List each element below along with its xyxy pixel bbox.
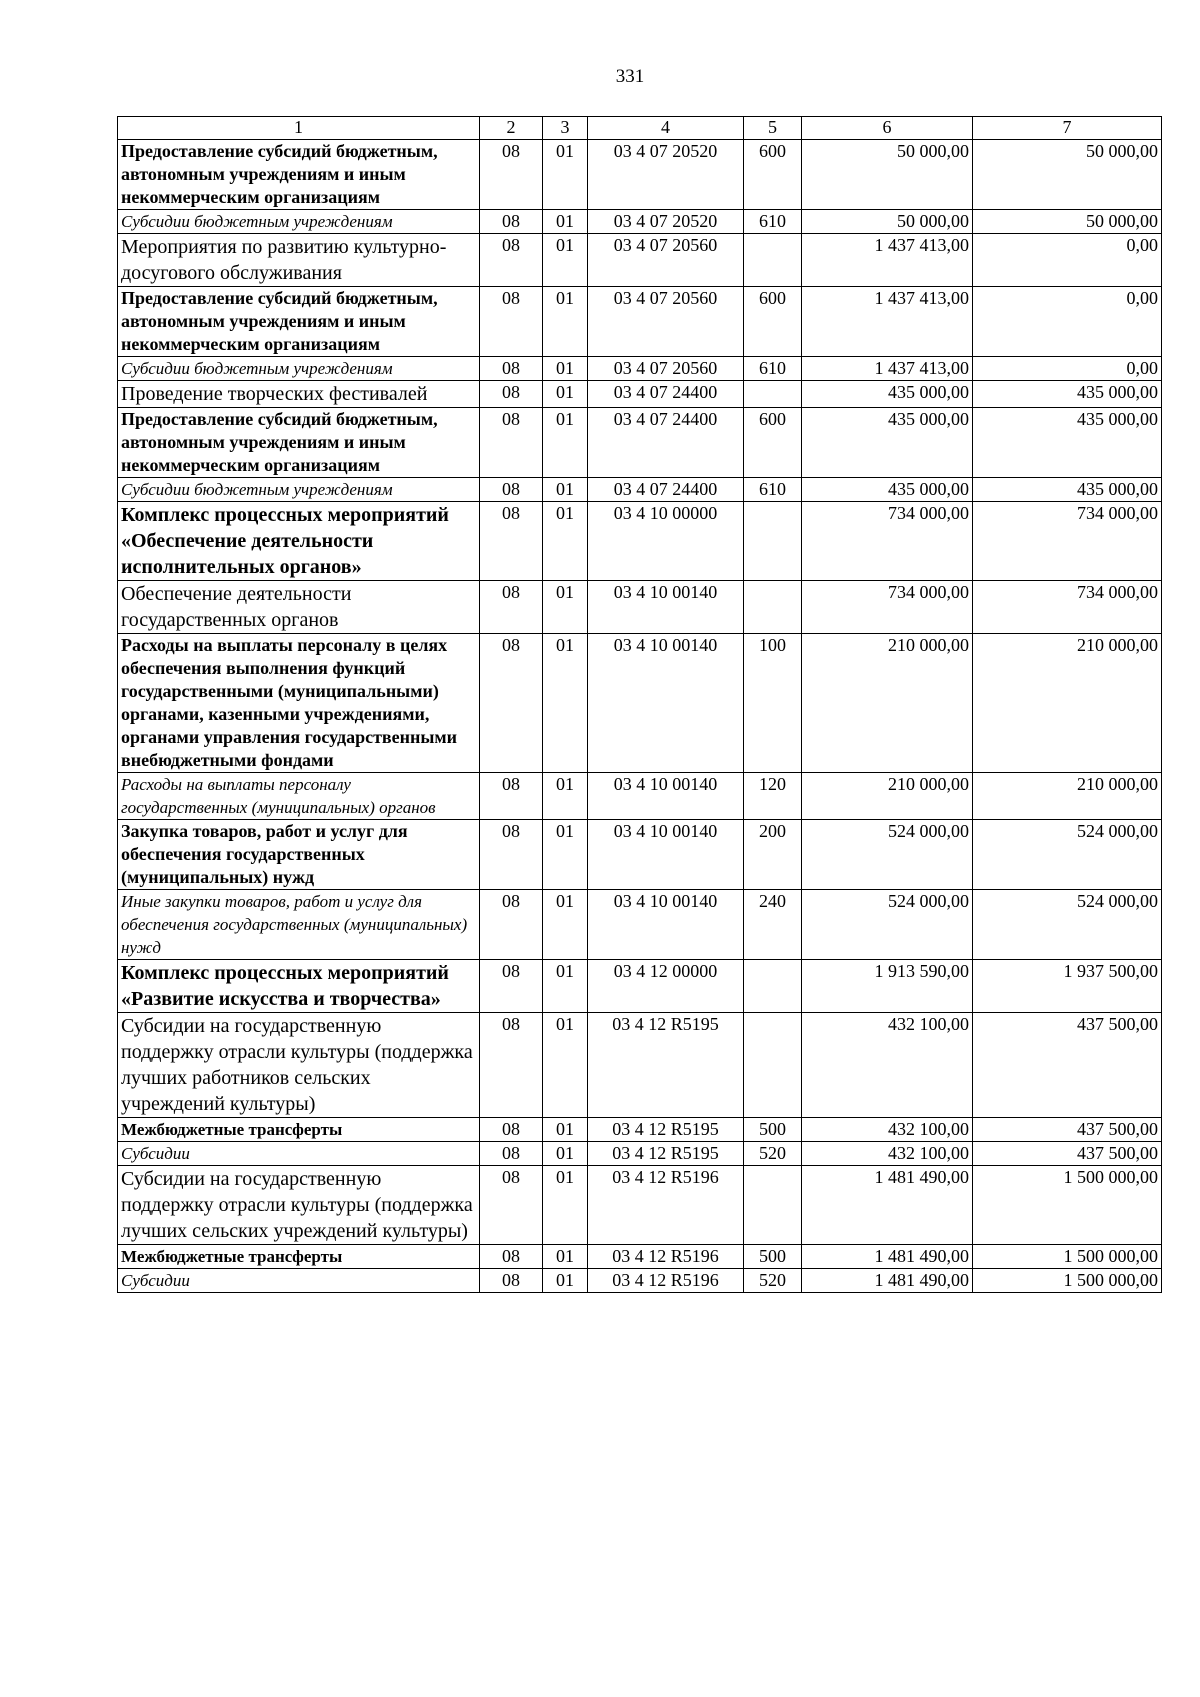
row-name: Предоставление субсидий бюджетным, автономным учреждениям и иным некоммерческим организациям <box>118 287 480 357</box>
row-subsection: 01 <box>543 890 588 960</box>
row-name: Субсидии бюджетным учреждениям <box>118 478 480 502</box>
row-target-code: 03 4 12 R5195 <box>588 1142 744 1166</box>
row-amount-year2: 524 000,00 <box>973 890 1162 960</box>
row-amount-year2: 437 500,00 <box>973 1013 1162 1118</box>
row-name: Субсидии на государственную поддержку отрасли культуры (поддержка лучших работников сельских учреждений культуры) <box>118 1013 480 1118</box>
row-section: 08 <box>480 1118 543 1142</box>
row-amount-year2: 734 000,00 <box>973 502 1162 581</box>
row-section: 08 <box>480 210 543 234</box>
row-expense-type <box>744 502 802 581</box>
row-name: Мероприятия по развитию культурно-досугового обслуживания <box>118 234 480 287</box>
row-expense-type <box>744 1166 802 1245</box>
table-body <box>118 140 1162 1293</box>
row-target-code: 03 4 10 00140 <box>588 890 744 960</box>
budget-table <box>117 116 1162 1293</box>
row-expense-type: 500 <box>744 1118 802 1142</box>
row-expense-type: 610 <box>744 357 802 381</box>
row-target-code: 03 4 10 00140 <box>588 634 744 773</box>
row-subsection: 01 <box>543 502 588 581</box>
row-section: 08 <box>480 773 543 820</box>
row-section: 08 <box>480 357 543 381</box>
row-subsection: 01 <box>543 357 588 381</box>
row-name: Субсидии <box>118 1142 480 1166</box>
row-subsection: 01 <box>543 234 588 287</box>
row-expense-type: 600 <box>744 140 802 210</box>
row-amount-year1: 1 437 413,00 <box>802 357 973 381</box>
table-row <box>118 357 1162 381</box>
row-subsection: 01 <box>543 140 588 210</box>
row-amount-year2: 0,00 <box>973 357 1162 381</box>
row-subsection: 01 <box>543 1118 588 1142</box>
row-amount-year2: 1 500 000,00 <box>973 1269 1162 1293</box>
row-subsection: 01 <box>543 634 588 773</box>
header-col-3: 3 <box>543 117 588 140</box>
row-name: Межбюджетные трансферты <box>118 1118 480 1142</box>
table-row <box>118 773 1162 820</box>
row-amount-year2: 210 000,00 <box>973 634 1162 773</box>
row-amount-year2: 435 000,00 <box>973 381 1162 408</box>
row-expense-type: 600 <box>744 287 802 357</box>
row-target-code: 03 4 12 R5196 <box>588 1245 744 1269</box>
row-amount-year1: 435 000,00 <box>802 381 973 408</box>
row-amount-year2: 435 000,00 <box>973 478 1162 502</box>
row-subsection: 01 <box>543 408 588 478</box>
table-row <box>118 820 1162 890</box>
page-number: 331 <box>615 66 645 87</box>
table-row <box>118 287 1162 357</box>
table-row <box>118 234 1162 287</box>
row-name: Предоставление субсидий бюджетным, автономным учреждениям и иным некоммерческим организациям <box>118 140 480 210</box>
row-name: Расходы на выплаты персоналу государственных (муниципальных) органов <box>118 773 480 820</box>
row-amount-year1: 524 000,00 <box>802 820 973 890</box>
row-expense-type: 610 <box>744 210 802 234</box>
row-amount-year1: 432 100,00 <box>802 1142 973 1166</box>
row-section: 08 <box>480 287 543 357</box>
row-amount-year1: 210 000,00 <box>802 773 973 820</box>
row-amount-year2: 734 000,00 <box>973 581 1162 634</box>
row-amount-year1: 1 481 490,00 <box>802 1269 973 1293</box>
row-name: Проведение творческих фестивалей <box>118 381 480 408</box>
header-col-4: 4 <box>588 117 744 140</box>
row-amount-year2: 1 500 000,00 <box>973 1166 1162 1245</box>
row-amount-year2: 50 000,00 <box>973 210 1162 234</box>
row-section: 08 <box>480 960 543 1013</box>
row-amount-year2: 435 000,00 <box>973 408 1162 478</box>
row-amount-year1: 1 913 590,00 <box>802 960 973 1013</box>
row-expense-type <box>744 1013 802 1118</box>
row-amount-year1: 50 000,00 <box>802 140 973 210</box>
row-section: 08 <box>480 381 543 408</box>
row-name: Закупка товаров, работ и услуг для обеспечения государственных (муниципальных) нужд <box>118 820 480 890</box>
header-col-7: 7 <box>973 117 1162 140</box>
row-amount-year1: 1 437 413,00 <box>802 287 973 357</box>
row-amount-year2: 437 500,00 <box>973 1142 1162 1166</box>
table-row <box>118 1245 1162 1269</box>
row-amount-year2: 1 937 500,00 <box>973 960 1162 1013</box>
row-expense-type: 240 <box>744 890 802 960</box>
row-subsection: 01 <box>543 581 588 634</box>
row-target-code: 03 4 12 R5195 <box>588 1118 744 1142</box>
row-amount-year1: 1 437 413,00 <box>802 234 973 287</box>
row-expense-type <box>744 234 802 287</box>
header-col-6: 6 <box>802 117 973 140</box>
row-target-code: 03 4 07 24400 <box>588 478 744 502</box>
row-expense-type: 120 <box>744 773 802 820</box>
row-section: 08 <box>480 502 543 581</box>
row-amount-year2: 0,00 <box>973 287 1162 357</box>
row-amount-year1: 50 000,00 <box>802 210 973 234</box>
row-subsection: 01 <box>543 820 588 890</box>
row-section: 08 <box>480 1166 543 1245</box>
row-section: 08 <box>480 1013 543 1118</box>
table-row <box>118 1118 1162 1142</box>
row-subsection: 01 <box>543 478 588 502</box>
row-subsection: 01 <box>543 287 588 357</box>
row-amount-year1: 1 481 490,00 <box>802 1245 973 1269</box>
row-name: Иные закупки товаров, работ и услуг для обеспечения государственных (муниципальных) нужд <box>118 890 480 960</box>
row-name: Комплекс процессных мероприятий «Обеспечение деятельности исполнительных органов» <box>118 502 480 581</box>
row-subsection: 01 <box>543 960 588 1013</box>
row-expense-type: 200 <box>744 820 802 890</box>
row-target-code: 03 4 07 20520 <box>588 140 744 210</box>
row-expense-type: 520 <box>744 1269 802 1293</box>
row-target-code: 03 4 07 24400 <box>588 381 744 408</box>
row-target-code: 03 4 07 24400 <box>588 408 744 478</box>
row-name: Расходы на выплаты персоналу в целях обеспечения выполнения функций государственными (муниципальными) органами, казенными учреждениями, органами управления государственными внебюджетными фондами <box>118 634 480 773</box>
row-target-code: 03 4 12 R5196 <box>588 1269 744 1293</box>
row-amount-year1: 734 000,00 <box>802 502 973 581</box>
header-col-5: 5 <box>744 117 802 140</box>
table-row <box>118 478 1162 502</box>
header-col-2: 2 <box>480 117 543 140</box>
row-section: 08 <box>480 1269 543 1293</box>
row-name: Обеспечение деятельности государственных органов <box>118 581 480 634</box>
row-expense-type: 610 <box>744 478 802 502</box>
row-amount-year2: 524 000,00 <box>973 820 1162 890</box>
row-section: 08 <box>480 1142 543 1166</box>
row-target-code: 03 4 07 20520 <box>588 210 744 234</box>
table-row <box>118 1269 1162 1293</box>
row-section: 08 <box>480 581 543 634</box>
row-subsection: 01 <box>543 210 588 234</box>
row-name: Комплекс процессных мероприятий «Развитие искусства и творчества» <box>118 960 480 1013</box>
row-subsection: 01 <box>543 1142 588 1166</box>
table-row <box>118 381 1162 408</box>
row-target-code: 03 4 12 R5196 <box>588 1166 744 1245</box>
row-subsection: 01 <box>543 773 588 820</box>
row-amount-year1: 1 481 490,00 <box>802 1166 973 1245</box>
row-expense-type: 100 <box>744 634 802 773</box>
row-name: Субсидии бюджетным учреждениям <box>118 210 480 234</box>
row-expense-type <box>744 381 802 408</box>
row-amount-year1: 432 100,00 <box>802 1118 973 1142</box>
row-amount-year1: 432 100,00 <box>802 1013 973 1118</box>
table-row <box>118 890 1162 960</box>
row-expense-type: 500 <box>744 1245 802 1269</box>
row-target-code: 03 4 07 20560 <box>588 234 744 287</box>
row-subsection: 01 <box>543 1166 588 1245</box>
row-amount-year2: 210 000,00 <box>973 773 1162 820</box>
row-section: 08 <box>480 478 543 502</box>
row-section: 08 <box>480 140 543 210</box>
row-amount-year2: 50 000,00 <box>973 140 1162 210</box>
row-target-code: 03 4 07 20560 <box>588 287 744 357</box>
row-name: Предоставление субсидий бюджетным, автономным учреждениям и иным некоммерческим организациям <box>118 408 480 478</box>
table-row <box>118 1013 1162 1118</box>
table-row <box>118 1142 1162 1166</box>
table-row <box>118 210 1162 234</box>
row-subsection: 01 <box>543 1269 588 1293</box>
row-section: 08 <box>480 820 543 890</box>
row-target-code: 03 4 10 00000 <box>588 502 744 581</box>
row-name: Межбюджетные трансферты <box>118 1245 480 1269</box>
row-name: Субсидии бюджетным учреждениям <box>118 357 480 381</box>
row-amount-year2: 0,00 <box>973 234 1162 287</box>
row-target-code: 03 4 12 R5195 <box>588 1013 744 1118</box>
table-row <box>118 140 1162 210</box>
row-target-code: 03 4 12 00000 <box>588 960 744 1013</box>
row-section: 08 <box>480 408 543 478</box>
row-section: 08 <box>480 890 543 960</box>
header-col-1: 1 <box>118 117 480 140</box>
row-subsection: 01 <box>543 1245 588 1269</box>
row-subsection: 01 <box>543 1013 588 1118</box>
table-row <box>118 1166 1162 1245</box>
row-target-code: 03 4 10 00140 <box>588 820 744 890</box>
row-name: Субсидии <box>118 1269 480 1293</box>
row-expense-type <box>744 581 802 634</box>
table-row <box>118 502 1162 581</box>
table-row <box>118 408 1162 478</box>
table-row <box>118 581 1162 634</box>
row-section: 08 <box>480 1245 543 1269</box>
row-amount-year1: 734 000,00 <box>802 581 973 634</box>
row-section: 08 <box>480 234 543 287</box>
row-amount-year2: 1 500 000,00 <box>973 1245 1162 1269</box>
row-target-code: 03 4 10 00140 <box>588 773 744 820</box>
table-row <box>118 960 1162 1013</box>
row-amount-year1: 435 000,00 <box>802 408 973 478</box>
row-expense-type <box>744 960 802 1013</box>
row-subsection: 01 <box>543 381 588 408</box>
row-target-code: 03 4 10 00140 <box>588 581 744 634</box>
row-expense-type: 600 <box>744 408 802 478</box>
table-row <box>118 634 1162 773</box>
header-row <box>118 117 1162 140</box>
row-amount-year2: 437 500,00 <box>973 1118 1162 1142</box>
row-amount-year1: 435 000,00 <box>802 478 973 502</box>
row-target-code: 03 4 07 20560 <box>588 357 744 381</box>
row-name: Субсидии на государственную поддержку отрасли культуры (поддержка лучших сельских учреждений культуры) <box>118 1166 480 1245</box>
row-expense-type: 520 <box>744 1142 802 1166</box>
row-section: 08 <box>480 634 543 773</box>
row-amount-year1: 524 000,00 <box>802 890 973 960</box>
row-amount-year1: 210 000,00 <box>802 634 973 773</box>
